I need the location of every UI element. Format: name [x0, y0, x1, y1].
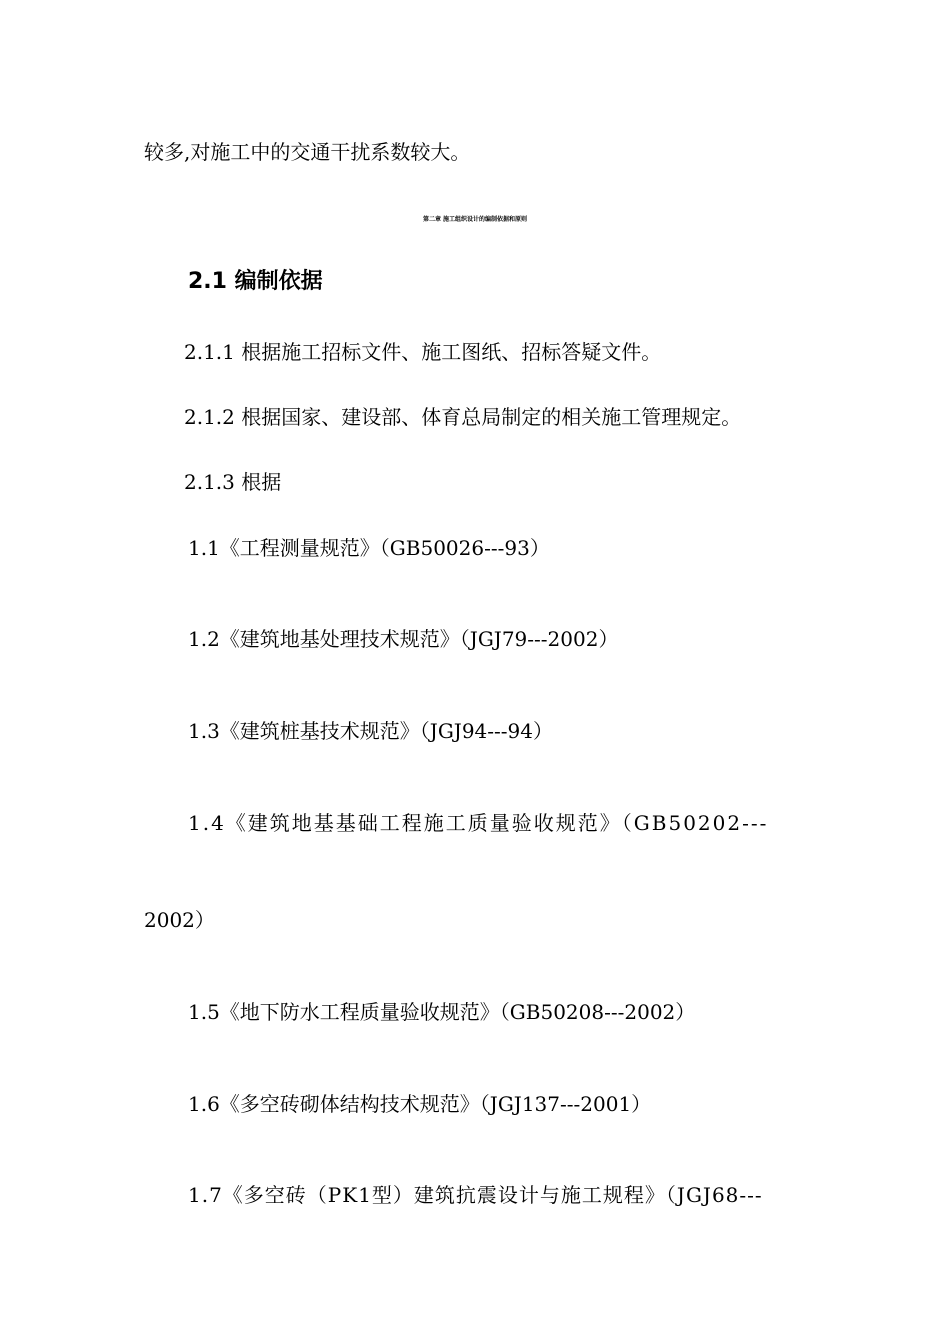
standard-item-1-5: 1.5《地下防水工程质量验收规范》（GB50208---2002）	[188, 1000, 696, 1024]
clause-2-1-2: 2.1.2 根据国家、建设部、体育总局制定的相关施工管理规定。	[184, 405, 742, 429]
standard-item-1-7: 1.7《多空砖（PK1型）建筑抗震设计与施工规程》（JGJ68---	[188, 1183, 763, 1207]
standard-item-1-4-continuation: 2002）	[144, 908, 215, 932]
standard-item-1-2: 1.2《建筑地基处理技术规范》（JGJ79---2002）	[188, 627, 619, 651]
clause-2-1-1: 2.1.1 根据施工招标文件、施工图纸、招标答疑文件。	[184, 340, 662, 364]
chapter-title: 第二章 施工组织设计的编制依据和原则	[422, 216, 528, 223]
standard-item-1-3: 1.3《建筑桩基技术规范》（JGJ94---94）	[188, 719, 553, 743]
clause-2-1-3: 2.1.3 根据	[184, 470, 282, 494]
standard-item-1-6: 1.6《多空砖砌体结构技术规范》（JGJ137---2001）	[188, 1092, 652, 1116]
intro-line: 较多,对施工中的交通干扰系数较大。	[144, 140, 471, 164]
section-title: 2.1 编制依据	[188, 269, 323, 294]
standard-item-1-1: 1.1《工程测量规范》（GB50026---93）	[188, 536, 550, 560]
standard-item-1-4: 1.4《建筑地基基础工程施工质量验收规范》（GB50202---	[188, 811, 769, 835]
